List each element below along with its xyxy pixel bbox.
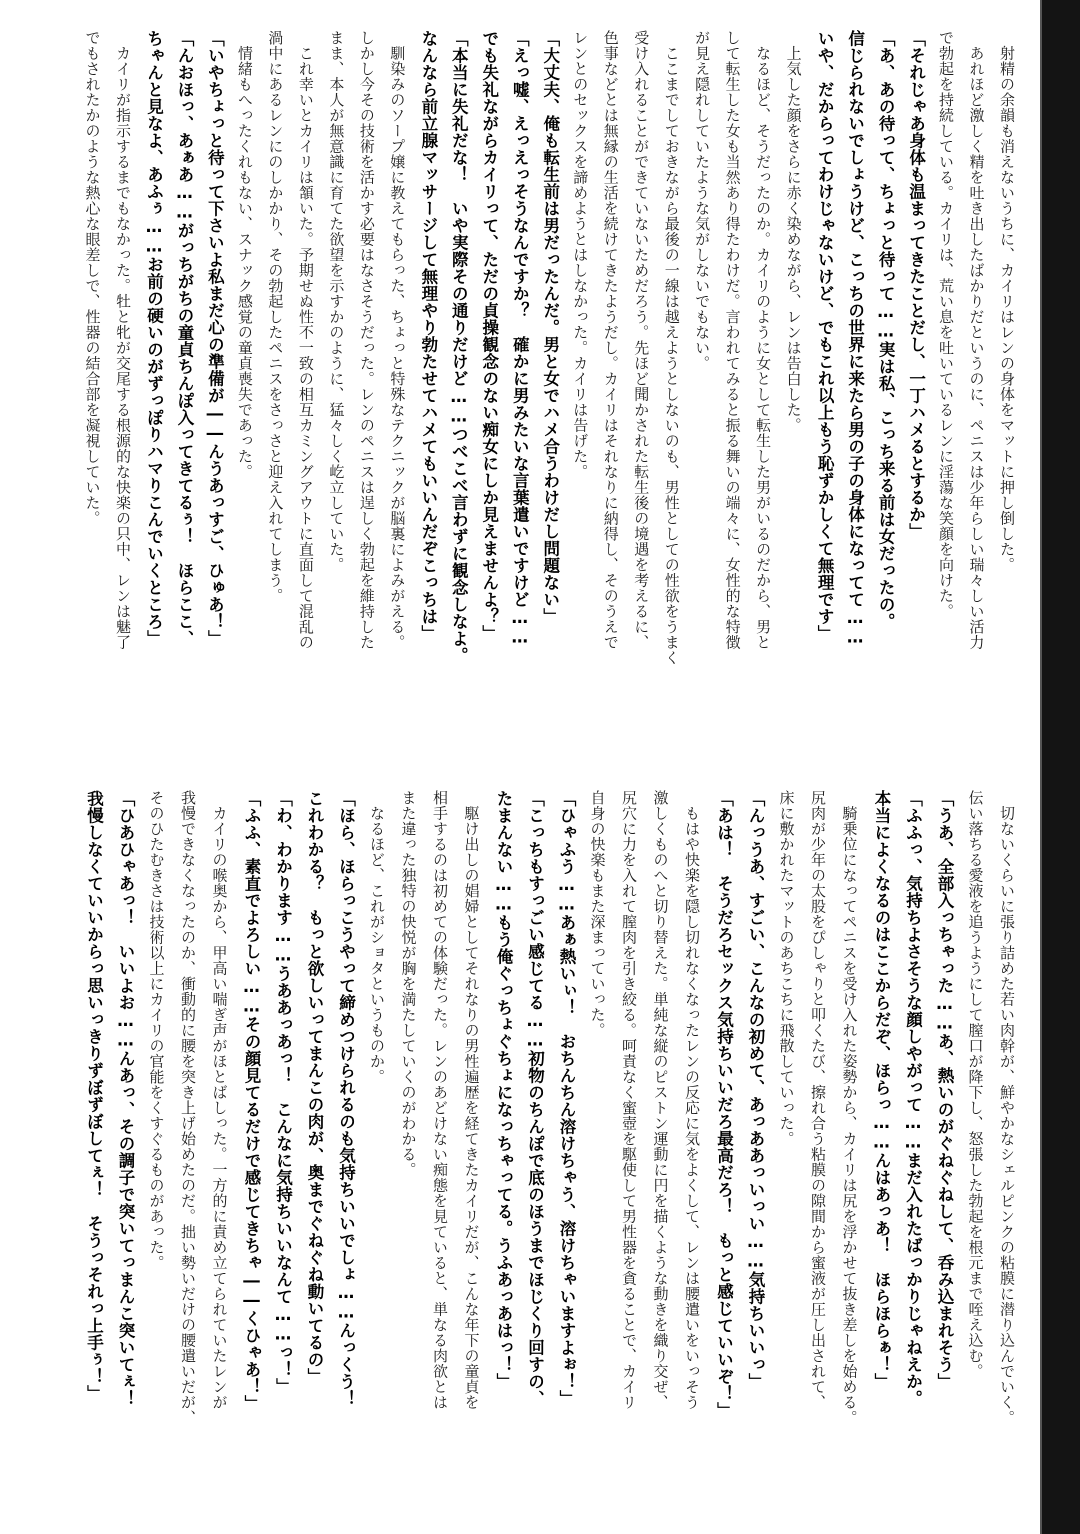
narration-line: まま、本人が無意識に育てた欲望を示すかのように、猛々しく屹立していた。 bbox=[327, 30, 346, 573]
narration-line: 尻肉が少年の太股をぴしゃりと叩くたび、擦れ合う粘膜の隙間から蜜液が圧し出されて、 bbox=[809, 790, 827, 1410]
dialogue-line: 「ふふっ、気持ちよさそうな顔しやがって……まだ入れたばっかりじゃねえか。 bbox=[903, 790, 923, 1407]
narration-line: で勃起を持続している。カイリは、荒い息を吐いているレンに淫蕩な笑顔を向けた。 bbox=[937, 30, 956, 619]
narration-line: 受け入れることができていないためだろう。先ほど聞かされた転生後の境遇を考えるに、 bbox=[632, 30, 651, 650]
narration-line: しかし今その技術を活かす必要はなさそうだった。レンのペニスは逞しく勃起を維持した bbox=[357, 30, 376, 650]
narration-line: 床に敷かれたマットのあちこちに飛散していった。 bbox=[777, 790, 796, 1147]
narration-line: ここまでしておきながら最後の一線は越えようとしないのも、男性としての性欲をうまく bbox=[662, 30, 681, 666]
narration-line: そのひたむきさは技術以上にカイリの官能をくすぐるものがあった。 bbox=[147, 790, 166, 1271]
narration-line: もはや快楽を隠し切れなくなったレンの反応に気をよくして、レンは腰遣いをいっそう bbox=[683, 790, 701, 1410]
narration-line: 色事などとは無縁の生活を続けてきたようだし。カイリはそれなりに納得し、そのうえで bbox=[601, 30, 620, 650]
narration-line: 馴染みのソープ嬢に教えてもらった、ちょっと特殊なテクニックが脳裏によみがえる。 bbox=[388, 30, 407, 650]
narration-line: 我慢できなくなったのか、衝動的に腰を突き上げ始めたのだ。拙い勢いだけの腰遣いだが、 bbox=[179, 790, 197, 1426]
dialogue-line: これわかる？ もっと欲しいってまんこの肉が、奥までぐねぐね動いてるの」 bbox=[305, 790, 324, 1385]
narration-line: 上気した顔をさらに赤く染めながら、レンは告白した。 bbox=[784, 30, 803, 433]
narration-line: して転生した女も当然あり得たわけだ。言われてみると振る舞いの端々に、女性的な特徴 bbox=[723, 30, 742, 650]
narration-line: 尻穴に力を入れて膣肉を引き絞る。呵責なく蜜壺を駆使して男性器を貪ることで、カイリ bbox=[620, 790, 638, 1410]
lower-text-block bbox=[75, 790, 1020, 1515]
narration-line: あれほど激しく精を吐き出したばかりだというのに、ペニスは少年らしい瑞々しい活力 bbox=[967, 30, 986, 650]
dialogue-line: 我慢しなくていいからっ思いっきりずぼずぼしてぇ！ そうっそれっ上手ぅ！」 bbox=[84, 790, 104, 1402]
narration-line: カイリが指示するまでもなかった。牡と牝が交尾する根源的な快楽の只中、レンは魅了 bbox=[113, 30, 132, 650]
narration-line: 渦中にあるレンにのしかかり、その勃起したペニスをさっさと迎え入れてしまう。 bbox=[266, 30, 285, 604]
narration-line: 相手するのは初めての体験だった。レンのあどけない痴態を見ていると、単なる肉欲とは bbox=[431, 790, 449, 1410]
dialogue-line: 「わ、わかります……うああっあっ！ こんなに気持ちいいなんて……っ！」 bbox=[273, 790, 293, 1395]
narration-line: また違った独特の快悦が胸を満たしていくのがわかる。 bbox=[399, 790, 418, 1178]
narration-line: 情緒もへったくれもない、スナック感覚の童貞喪失であった。 bbox=[235, 30, 254, 480]
narration-line: 駆け出しの娼婦としてそれなりの男性遍歴を経てきたカイリだが、こんな年下の童貞を bbox=[462, 790, 481, 1410]
upper-text-block bbox=[75, 30, 1020, 710]
dialogue-line: 「ふふ、素直でよろしい……その顔見てるだけで感じてきちゃ――くひゃあ！」 bbox=[242, 790, 261, 1412]
dialogue-line: 「んおほっ、あぁあ……がっちがちの童貞ちんぽ入ってきてるぅ！ ほらここ、 bbox=[174, 30, 194, 647]
dialogue-line: 「あは！ そうだろセックス気持ちいいだろ最高だろ！ もっと感じていいぞ！」 bbox=[714, 790, 734, 1419]
dialogue-line: 「んっうあ、すごい、こんなの初めて、あっああっいっい……気持ちいいっ」 bbox=[746, 790, 765, 1390]
narration-line: が見え隠れしていたような気がしないでもない。 bbox=[693, 30, 712, 371]
narration-line: なるほど、これがショタというものか。 bbox=[368, 790, 386, 1085]
page-binding-edge bbox=[1040, 0, 1080, 1534]
dialogue-line: 「ほら、ほらっこうやって締めつけられるのも気持ちいいでしょ……んっくう！ bbox=[336, 790, 356, 1407]
narration-line: 自身の快楽もまた深まっていった。 bbox=[588, 790, 607, 1038]
dialogue-line: ちゃんと見なよ、あふぅ……お前の硬いのがずっぽりハマりこんでいくところ」 bbox=[144, 30, 164, 647]
dialogue-line: 信じられないでしょうけど、こっちの世界に来たら男の子の身体になってて…… bbox=[845, 30, 865, 647]
narration-line: 伝い落ちる愛液を追うようにして膣口が降下し、怒張した勃起を根元まで咥え込む。 bbox=[966, 790, 985, 1379]
narration-line: 騎乗位になってペニスを受け入れた姿勢から、カイリは尻を浮かせて抜き差しを始める。 bbox=[840, 790, 859, 1426]
dialogue-line: でも失礼ながらカイリって、ただの貞操観念のない痴女にしか見えませんよ？」 bbox=[479, 30, 499, 642]
narration-line: これ幸いとカイリは頷いた。予期せぬ性不一致の相互カミングアウトに直面して混乱の bbox=[296, 30, 315, 650]
dialogue-line: なんなら前立腺マッサージして無理やり勃たせてハメてもいいんだぞこっちは」 bbox=[418, 30, 438, 642]
dialogue-line: 「ひあひゃあっ！ いいよお……んあっ、その調子で突いてっまんこ突いてぇ！ bbox=[116, 790, 135, 1407]
narration-line: なるほど、そうだったのか。カイリのように女として転生した男がいるのだから、男と bbox=[754, 30, 773, 650]
narration-line: でもされたかのような熱心な眼差しで、性器の結合部を凝視していた。 bbox=[83, 30, 102, 526]
dialogue-line: 「いやちょっと待って下さいよ私まだ心の準備が――んうあっすご、ひゅあ！」 bbox=[205, 30, 225, 647]
narration-line: カイリの喉奥から、甲高い喘ぎ声がほとばしった。一方的に責め立てられていたレンが bbox=[210, 790, 229, 1410]
dialogue-line: 「本当に失礼だな！ いや実際その通りだけど……つべこべ言わずに観念しなよ。 bbox=[449, 30, 469, 664]
dialogue-line: いや、だからってわけじゃないけど、でもこれ以上もう恥ずかしくて無理です」 bbox=[815, 30, 835, 642]
dialogue-line: 「こっちもすっごい感じてる……初物のちんぽで底のほうまでほじくり回すの、 bbox=[525, 790, 545, 1407]
dialogue-line: 「ひゃふう……あぁ熱いぃ！ おちんちん溶けちゃう、溶けちゃいますよぉ！」 bbox=[557, 790, 576, 1407]
dialogue-line: 「あ、あの待って、ちょっと待って……実は私、こっち来る前は女だったの。 bbox=[876, 30, 896, 630]
narration-line: 激しくものへと切り替えた。単純な縦のピストン運動に円を描くような動きを織り交ぜ、 bbox=[651, 790, 670, 1410]
dialogue-line: 「大丈夫、俺も転生前は男だったんだ。男と女でハメ合うわけだし問題ない」 bbox=[540, 30, 560, 625]
dialogue-line: 「うあ、全部入っちゃった……あ、熱いのがぐねぐねして、呑み込まれそう」 bbox=[935, 790, 954, 1390]
dialogue-line: たまんない……もう俺ぐっちょぐちょになっちゃってる。うふあっあはっ！」 bbox=[494, 790, 513, 1390]
narration-line: 切ないくらいに張り詰めた若い肉幹が、鮮やかなシェルピンクの粘膜に潜り込んでいく。 bbox=[998, 790, 1016, 1426]
dialogue-line: 本当によくなるのはここからだぞ、ほらっ……んはあっあ！ ほらほらぁ！」 bbox=[872, 790, 891, 1390]
narration-line: 射精の余韻も消えないうちに、カイリはレンの身体をマットに押し倒した。 bbox=[998, 30, 1016, 573]
narration-line: レンとのセックスを諦めようとはしなかった。カイリは告げた。 bbox=[571, 30, 590, 480]
dialogue-line: 「えっ嘘、えっえっそうなんですか？ 確かに男みたいな言葉遣いですけど…… bbox=[510, 30, 530, 647]
dialogue-line: 「それじゃあ身体も温まってきたことだし、一丁ハメるとするか」 bbox=[906, 30, 926, 540]
